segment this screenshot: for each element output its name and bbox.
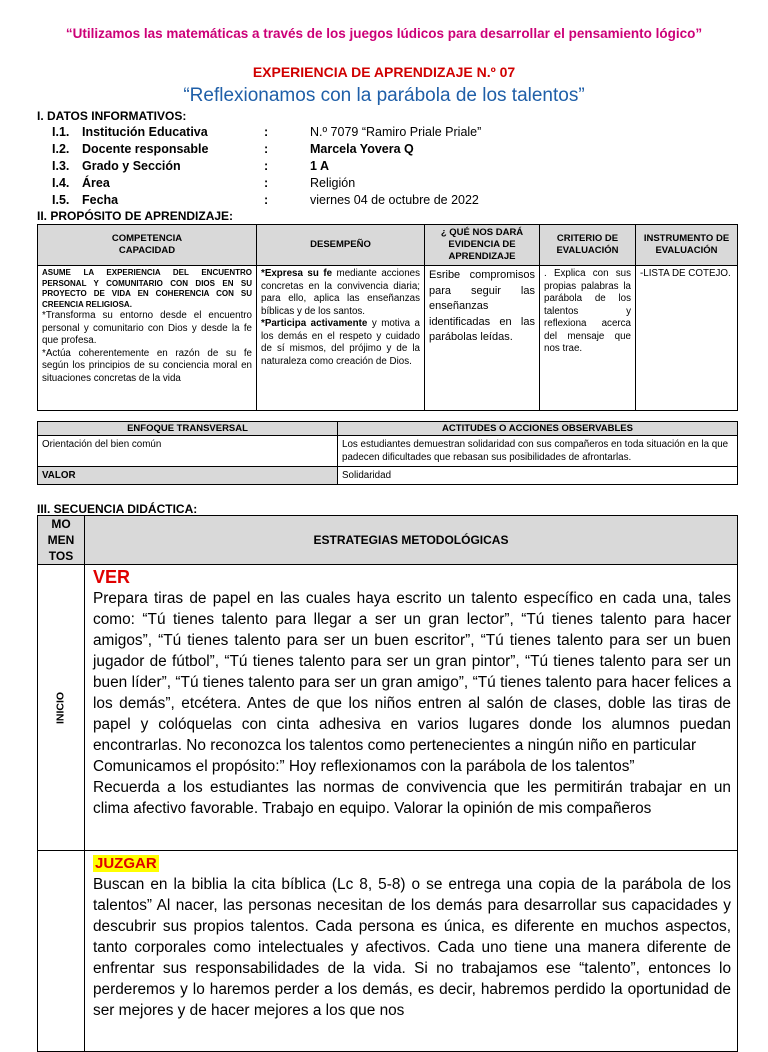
info-value-fecha: viernes 04 de octubre de 2022 bbox=[310, 193, 479, 207]
info-num: I.1. bbox=[52, 125, 70, 139]
info-value-grado: 1 A bbox=[310, 159, 329, 173]
capacidad-1: *Transforma su entorno desde el encuentro personal y comunitario con Dios y desde la fe que profesa. bbox=[42, 310, 252, 346]
info-num: I.3. bbox=[52, 159, 70, 173]
moment-inicio bbox=[38, 565, 85, 851]
capacidad-2: *Actúa coherentemente en razón de su fe según los principios de su conciencia moral en situaciones concretas de la vida bbox=[42, 347, 252, 384]
desempeno-2-bold: *Participa activamente bbox=[261, 318, 368, 329]
info-colon: : bbox=[264, 159, 269, 173]
info-label: Institución Educativa bbox=[82, 125, 208, 139]
evidencia-cell: Esribe compromisos para seguir las enseñanzas identificadas en las parábolas leídas. bbox=[425, 266, 540, 411]
info-label: Grado y Sección bbox=[82, 159, 181, 173]
motto: “Utilizamos las matemáticas a través de los juegos lúdicos para desarrollar el pensamiento lógico” bbox=[65, 26, 703, 41]
info-value-institucion: N.º 7079 “Ramiro Priale Priale” bbox=[310, 125, 482, 139]
info-colon: : bbox=[264, 193, 269, 207]
ver-normas: Recuerda a los estudiantes las normas de convivencia que les permitirán trabajar en un clima afectivo favorable. Trabajo en equipo. Valorar la opinión de mis compañeros bbox=[93, 779, 731, 817]
enfoque-value: Orientación del bien común bbox=[38, 436, 338, 467]
info-num: I.5. bbox=[52, 193, 70, 207]
inicio-content bbox=[85, 565, 738, 851]
competencia-cell bbox=[38, 266, 257, 411]
info-value-docente: Marcela Yovera Q bbox=[310, 142, 414, 156]
datos-heading: I. DATOS INFORMATIVOS: bbox=[37, 109, 187, 123]
header-actitudes: ACTITUDES O ACCIONES OBSERVABLES bbox=[338, 422, 738, 436]
valor-label: VALOR bbox=[38, 467, 338, 485]
header-instrumento: INSTRUMENTO DE EVALUACIÓN bbox=[636, 225, 738, 266]
desempeno-1-bold: *Expresa su fe bbox=[261, 268, 333, 279]
secuencia-table bbox=[37, 515, 738, 1052]
moment-desarrollo bbox=[38, 851, 85, 1052]
criterio-cell: . Explica con sus propias palabras la parábola de los talentos y reflexiona acerca del mensaje que nos trae. bbox=[540, 266, 636, 411]
competencia-main: ASUME LA EXPERIENCIA DEL ENCUENTRO PERSONAL Y COMUNITARIO CON DIOS EN SU PROYECTO DE VIDA EN COHERENCIA CON SU CREENCIA RELIGIOSA. bbox=[42, 268, 252, 309]
desempeno-cell bbox=[257, 266, 425, 411]
experience-subtitle: “Reflexionamos con la parábola de los talentos” bbox=[183, 85, 585, 106]
info-label: Docente responsable bbox=[82, 142, 209, 156]
info-colon: : bbox=[264, 125, 269, 139]
info-label: Fecha bbox=[82, 193, 119, 207]
momentos-line: MO bbox=[51, 517, 71, 531]
enfoque-table bbox=[37, 421, 738, 485]
header-estrategias: ESTRATEGIAS METODOLÓGICAS bbox=[85, 516, 738, 565]
valor-value: Solidaridad bbox=[338, 467, 738, 485]
header-evidencia: ¿ QUÉ NOS DARÁ EVIDENCIA DE APRENDIZAJE bbox=[425, 225, 540, 266]
info-colon: : bbox=[264, 176, 269, 190]
info-row bbox=[52, 124, 742, 141]
momentos-line: MEN bbox=[47, 533, 75, 547]
header-enfoque: ENFOQUE TRANSVERSAL bbox=[38, 422, 338, 436]
instrumento-cell: -LISTA DE COTEJO. bbox=[636, 266, 738, 411]
juzgar-header bbox=[93, 853, 731, 874]
datos-informativos bbox=[52, 124, 742, 209]
header-competencia: COMPETENCIA CAPACIDAD bbox=[38, 225, 257, 266]
info-row bbox=[52, 158, 742, 175]
ver-paragraph: Prepara tiras de papel en las cuales haya escrito un talento específico en cada una, tales como: “Tú tienes talento para llegar a ser un gran lector”, “Tú tienes talento para hacer amigos”, “Tú tienes talento para ser un buen escritor”, “Tú tienes talento para ser un buen jugador de fútbol”, “Tú tienes talento para ser un gran pintor”, “Tú tienes talento para ser un buen líder”, “Tú tienes talento para ser un gran amigo”, “Tú tienes talento para hacer felices a los demás”, etcétera. Antes de que los niños entren al salón de clases, doble las tiras de papel y colóquelas con cinta adhesiva en varios lugares donde los alumnos puedan encontrarlas. No reconozca los talentos como pertenecientes a ningún niño en particular bbox=[93, 590, 731, 754]
info-row bbox=[52, 175, 742, 192]
proposito-table bbox=[37, 224, 738, 411]
info-row bbox=[52, 192, 742, 209]
actitud-value: Los estudiantes demuestran solidaridad con sus compañeros en toda situación en la que padecen dificultades que rebasan sus posibilidades de afrontarlas. bbox=[338, 436, 738, 467]
ver-proposito: Comunicamos el propósito:” Hoy reflexionamos con la parábola de los talentos” bbox=[93, 758, 635, 775]
desempeno-2 bbox=[261, 318, 420, 368]
info-row bbox=[52, 141, 742, 158]
header-criterio: CRITERIO DE EVALUACIÓN bbox=[540, 225, 636, 266]
desempeno-1 bbox=[261, 268, 420, 318]
desempeno-1-rest: mediante acciones concretas en la convivencia diaria; para ello, aplica las enseñanzas bíblicas y de los santos. bbox=[261, 268, 420, 317]
momentos-line: TOS bbox=[48, 549, 74, 563]
info-value-area: Religión bbox=[310, 176, 356, 190]
proposito-heading: II. PROPÓSITO DE APRENDIZAJE: bbox=[37, 209, 234, 223]
desempeno-2-rest: y motiva a los demás en el respeto y cuidado de sí mismos, del prójimo y de la naturaleza como creación de Dios. bbox=[261, 318, 420, 367]
info-num: I.4. bbox=[52, 176, 70, 190]
juzgar-content bbox=[85, 851, 738, 1052]
juzgar-paragraph: Buscan en la biblia la cita bíblica (Lc 8, 5-8) o se entrega una copia de la parábola de los talentos” Al nacer, las personas necesitan de los demás para desarrollar sus capacidades y descubrir sus propios talentos. Cada persona es única, es diferente en muchos aspectos, tanto corporales como intelectuales y afectivos. Cada uno tiene una manera diferente de enfrentar sus responsabilidades de la vida. Si no trabajamos ese “talento”, entonces lo perderemos y lo haremos perder a los demás, es decir, habremos perdido la oportunidad de ser mejores y de hacer mejores a los que nos bbox=[93, 876, 731, 1019]
juzgar-title: JUZGAR bbox=[95, 855, 157, 872]
info-colon: : bbox=[264, 142, 269, 156]
ver-title: VER bbox=[93, 567, 131, 587]
inicio-label: INICIO bbox=[54, 691, 67, 724]
secuencia-heading: III. SECUENCIA DIDÁCTICA: bbox=[37, 502, 198, 516]
header-desempeno: DESEMPEÑO bbox=[257, 225, 425, 266]
info-num: I.2. bbox=[52, 142, 70, 156]
experience-title: EXPERIENCIA DE APRENDIZAJE N.º 07 bbox=[252, 64, 516, 80]
info-label: Área bbox=[82, 176, 110, 190]
header-momentos bbox=[38, 516, 85, 565]
